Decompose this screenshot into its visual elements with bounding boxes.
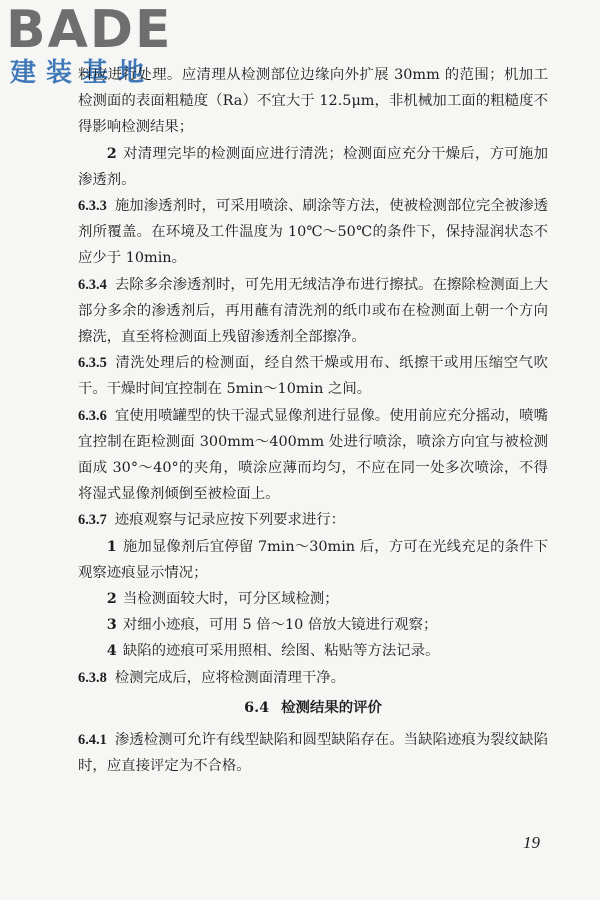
section-heading-title: 检测结果的评价 xyxy=(281,698,382,716)
clause-text: 渗透检测可允许有线型缺陷和圆型缺陷存在。当缺陷迹痕为裂纹缺陷时，应直接评定为不合格。 xyxy=(78,732,548,775)
list-item xyxy=(78,612,548,638)
clause-6-3-8 xyxy=(78,665,548,691)
item-number: 2 xyxy=(106,590,117,608)
watermark-subtitle: 建装基地 xyxy=(10,58,155,88)
paragraph-text: 料应进行处理。应清理从检测部位边缘向外扩展 30mm 的范围；机加工检测面的表面粗糙度（Ra）不宜大于 12.5μm，非机械加工面的粗糙度不得影响检测结果； xyxy=(78,67,548,136)
clause-6-4-1 xyxy=(78,727,548,779)
clause-6-3-3 xyxy=(78,193,548,272)
clause-number: 6.3.3 xyxy=(78,198,107,215)
watermark-logo-text: BADE xyxy=(6,0,173,60)
clause-6-3-4 xyxy=(78,272,548,351)
item-text: 缺陷的迹痕可采用照相、绘图、粘贴等方法记录。 xyxy=(122,643,440,660)
item-number: 2 xyxy=(106,144,117,162)
item-number: 3 xyxy=(106,616,117,634)
list-item xyxy=(78,141,548,193)
clause-text: 宜使用喷罐型的快干湿式显像剂进行显像。使用前应充分摇动，喷嘴宜控制在距检测面 300mm～400mm 处进行喷涂，喷涂方向宜与被检测面成 30°～40°的夹角，喷涂应薄而均匀，不应在同一处多次喷涂，不得将湿式显像剂倾倒至被检面上。 xyxy=(78,407,548,503)
item-number: 4 xyxy=(106,642,117,660)
paragraph-continuation xyxy=(78,62,548,141)
document-body xyxy=(78,62,548,779)
item-text: 对细小迹痕，可用 5 倍～10 倍放大镜进行观察； xyxy=(122,617,438,634)
clause-number: 6.3.6 xyxy=(78,407,107,424)
item-text: 施加显像剂后宜停留 7min～30min 后，方可在光线充足的条件下观察迹痕显示情况； xyxy=(78,538,548,581)
clause-6-3-5 xyxy=(78,350,548,402)
item-text: 当检测面较大时，可分区域检测； xyxy=(122,591,339,608)
clause-number: 6.3.7 xyxy=(78,512,107,529)
clause-number: 6.3.4 xyxy=(78,276,107,293)
clause-text: 迹痕观察与记录应按下列要求进行： xyxy=(114,512,346,529)
clause-number: 6.3.5 xyxy=(78,355,107,372)
list-item xyxy=(78,638,548,664)
clause-number: 6.4.1 xyxy=(78,732,107,749)
list-item xyxy=(78,586,548,612)
clause-text: 去除多余渗透剂时，可先用无绒洁净布进行擦拭。在擦除检测面上大部分多余的渗透剂后，再用蘸有清洗剂的纸巾或布在检测面上朝一个方向擦洗，直至将检测面上残留渗透剂全部擦净。 xyxy=(78,276,548,346)
clause-6-3-6 xyxy=(78,403,548,508)
clause-text: 清洗处理后的检测面，经自然干燥或用布、纸擦干或用压缩空气吹干。干燥时间宜控制在 5min～10min 之间。 xyxy=(78,355,548,398)
list-item xyxy=(78,534,548,586)
item-number: 1 xyxy=(106,537,117,555)
page-number: 19 xyxy=(523,833,540,852)
clause-number: 6.3.8 xyxy=(78,669,107,686)
section-heading xyxy=(78,695,548,721)
clause-text: 检测完成后，应将检测面清理干净。 xyxy=(114,669,346,686)
section-heading-number: 6.4 xyxy=(244,698,270,716)
clause-6-3-7 xyxy=(78,507,548,533)
item-text: 对清理完毕的检测面应进行清洗；检测面应充分干燥后，方可施加渗透剂。 xyxy=(78,145,548,188)
clause-text: 施加渗透剂时，可采用喷涂、刷涂等方法，使被检测部位完全被渗透剂所覆盖。在环境及工件温度为 10℃～50℃的条件下，保持湿润状态不应少于 10min。 xyxy=(78,198,548,267)
